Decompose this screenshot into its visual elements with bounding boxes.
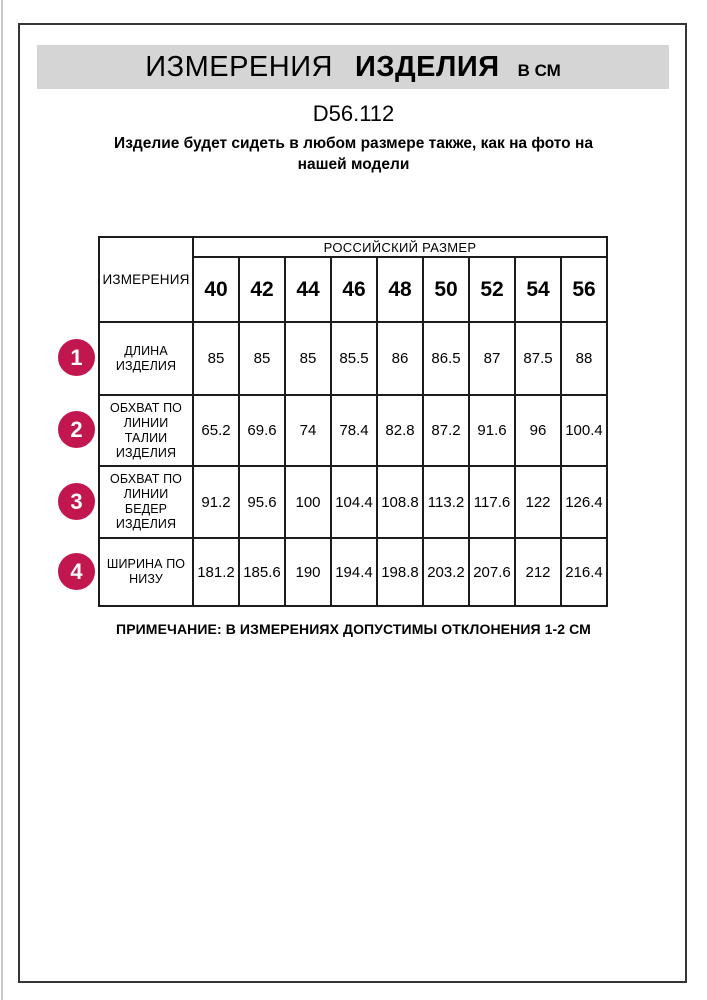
measurement-value: 91.2 [193, 466, 239, 538]
fit-description: Изделие будет сидеть в любом размере также, как на фото на нашей модели [114, 135, 593, 173]
measurement-value: 216.4 [561, 538, 607, 606]
measurements-column-header: ИЗМЕРЕНИЯ [99, 237, 193, 322]
measurement-value: 95.6 [239, 466, 285, 538]
measurement-value: 88 [561, 322, 607, 395]
row-number-badge: 1 [58, 339, 95, 376]
measurement-value: 87 [469, 322, 515, 395]
measurement-value: 117.6 [469, 466, 515, 538]
page-title-measurements: ИЗМЕРЕНИЯ [145, 51, 333, 83]
measurement-value: 85 [285, 322, 331, 395]
size-header: 46 [331, 257, 377, 322]
measurement-value: 65.2 [193, 395, 239, 466]
measurement-value: 87.5 [515, 322, 561, 395]
article-code: D56.112 [312, 101, 395, 126]
measurement-value: 181.2 [193, 538, 239, 606]
russian-size-header: РОССИЙСКИЙ РАЗМЕР [193, 237, 607, 257]
measurement-value: 212 [515, 538, 561, 606]
measurement-value: 86 [377, 322, 423, 395]
size-header: 42 [239, 257, 285, 322]
measurement-value: 86.5 [423, 322, 469, 395]
measurement-value: 100.4 [561, 395, 607, 466]
measurement-label: ДЛИНА ИЗДЕЛИЯ [99, 322, 193, 395]
measurement-value: 190 [285, 538, 331, 606]
measurement-value: 198.8 [377, 538, 423, 606]
page-title-units: В СМ [517, 61, 561, 80]
measurement-value: 74 [285, 395, 331, 466]
measurement-value: 100 [285, 466, 331, 538]
measurement-value: 87.2 [423, 395, 469, 466]
measurement-value: 85 [239, 322, 285, 395]
measurement-value: 203.2 [423, 538, 469, 606]
measurement-value: 185.6 [239, 538, 285, 606]
title-band [37, 45, 669, 89]
measurement-value: 85.5 [331, 322, 377, 395]
measurement-value: 78.4 [331, 395, 377, 466]
page-title-product: ИЗДЕЛИЯ [355, 51, 500, 83]
measurement-value: 82.8 [377, 395, 423, 466]
measurement-value: 194.4 [331, 538, 377, 606]
size-header: 52 [469, 257, 515, 322]
measurement-value: 122 [515, 466, 561, 538]
size-header: 40 [193, 257, 239, 322]
measurement-value: 207.6 [469, 538, 515, 606]
measurement-value: 108.8 [377, 466, 423, 538]
table-row [99, 237, 607, 257]
measurement-value: 104.4 [331, 466, 377, 538]
size-header: 48 [377, 257, 423, 322]
table-row [99, 538, 607, 606]
table-row [99, 466, 607, 538]
size-header: 50 [423, 257, 469, 322]
row-number-badge: 4 [58, 553, 95, 590]
row-number-badge: 3 [58, 483, 95, 520]
measurement-value: 96 [515, 395, 561, 466]
measurement-value: 126.4 [561, 466, 607, 538]
size-table [98, 236, 608, 607]
measurement-value: 91.6 [469, 395, 515, 466]
measurement-value: 113.2 [423, 466, 469, 538]
size-header: 56 [561, 257, 607, 322]
page-edge-line [1, 0, 3, 1000]
table-row [99, 395, 607, 466]
measurement-value: 69.6 [239, 395, 285, 466]
measurement-label: ОБХВАТ ПО ЛИНИИ БЕДЕР ИЗДЕЛИЯ [99, 466, 193, 538]
table-row [99, 322, 607, 395]
size-header: 44 [285, 257, 331, 322]
measurement-label: ОБХВАТ ПО ЛИНИИ ТАЛИИ ИЗДЕЛИЯ [99, 395, 193, 466]
size-header: 54 [515, 257, 561, 322]
measurement-label: ШИРИНА ПО НИЗУ [99, 538, 193, 606]
measurement-value: 85 [193, 322, 239, 395]
tolerance-note: ПРИМЕЧАНИЕ: В ИЗМЕРЕНИЯХ ДОПУСТИМЫ ОТКЛОНЕНИЯ 1-2 СМ [116, 621, 591, 637]
row-number-badge: 2 [58, 411, 95, 448]
